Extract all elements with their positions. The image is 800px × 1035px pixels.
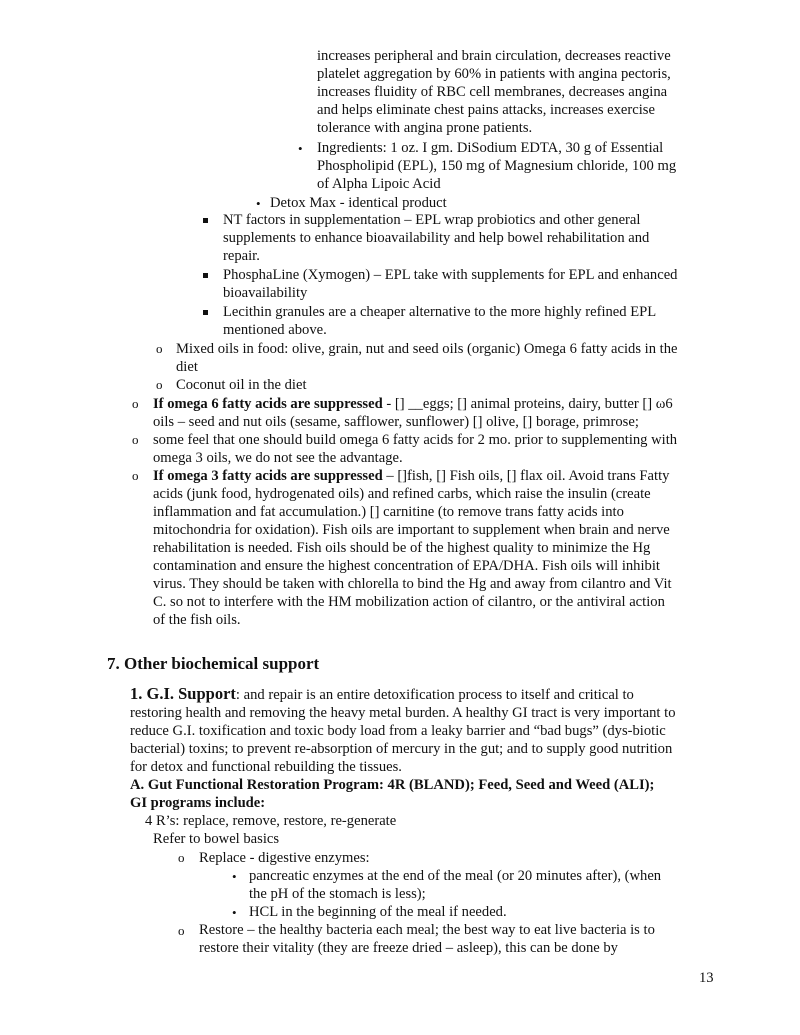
text-line: diet <box>176 359 198 375</box>
square-bullet-icon <box>203 273 208 278</box>
circle-bullet-icon: o <box>178 923 185 938</box>
text-line: and helps eliminate chest pains attacks, increases exercise <box>317 102 655 118</box>
text-line: reduce G.I. toxification and toxic body load from a leaky barrier and “bad bugs” (dys-biotic <box>130 723 666 739</box>
text-line: the pH of the stomach is less); <box>249 886 426 902</box>
text-line: NT factors in supplementation – EPL wrap probiotics and other general <box>223 212 641 228</box>
text-line: mitochondria for oxidation). Fish oils are important to supplement when brain and nerve <box>153 522 670 538</box>
text-line: restoring health and removing the heavy metal burden. A healthy GI tract is very important to <box>130 705 676 721</box>
text-line: repair. <box>223 248 260 264</box>
circle-bullet-icon: o <box>156 341 163 356</box>
text-line: some feel that one should build omega 6 fatty acids for 2 mo. prior to supplementing with <box>153 432 678 448</box>
text-line: of Alpha Lipoic Acid <box>317 176 441 192</box>
text-line: 4 R’s: replace, remove, restore, re-generate <box>145 813 397 829</box>
text-line: Lecithin granules are a cheaper alternative to the more highly refined EPL <box>223 304 657 320</box>
text-line: increases fluidity of RBC cell membranes, decreases angina <box>317 84 668 100</box>
text-line: inflammation and fat accumulation.) [] carnitine (to remove trans fatty acids into <box>153 504 624 520</box>
section-heading: 7. Other biochemical support <box>107 654 320 673</box>
bullet-icon <box>232 904 237 922</box>
text-line: bacterial) toxins; to prevent re-absorption of mercury in the gut; and to supply good nutrition <box>130 741 673 757</box>
square-bullet-icon <box>203 310 208 315</box>
text-line: Phospholipid (EPL), 150 mg of Magnesium chloride, 100 mg <box>317 158 677 174</box>
text-line: oils – seed and nut oils (sesame, safflower, sunflower) [] olive, [] borage, primrose; <box>153 414 639 430</box>
omega3-text: – []fish, [] Fish oils, [] flax oil. Avoid trans Fatty <box>382 468 670 484</box>
text-line: increases peripheral and brain circulation, decreases reactive <box>317 48 671 64</box>
text-line: omega 3 oils, we do not see the advantage. <box>153 450 403 466</box>
subsection-heading: GI programs include: <box>130 795 266 811</box>
text-line: Refer to bowel basics <box>153 831 280 847</box>
text-line: for detox and functional rebuilding the tissues. <box>130 759 402 775</box>
bullet-icon <box>232 868 237 886</box>
circle-bullet-icon: o <box>132 432 139 447</box>
text-line: Coconut oil in the diet <box>176 377 307 393</box>
text-line: Mixed oils in food: olive, grain, nut and seed oils (organic) Omega 6 fatty acids in the <box>176 341 678 357</box>
text-line <box>130 685 634 704</box>
text-line: Ingredients: 1 oz. I gm. DiSodium EDTA, 30 g of Essential <box>317 140 664 156</box>
text-line: acids (junk food, hydrogenated oils) and refined carbs, which raise the insulin (create <box>153 486 651 502</box>
text-line: C. so not to interfere with the HM mobilization action of cilantro, or the antiviral action <box>153 594 665 610</box>
circle-bullet-icon: o <box>156 377 163 392</box>
text-line: platelet aggregation by 60% in patients with angina pectoris, <box>317 66 671 82</box>
text-line <box>153 467 669 485</box>
circle-bullet-icon: o <box>132 396 139 411</box>
omega3-heading: If omega 3 fatty acids are suppressed <box>153 468 383 484</box>
subsection-heading: A. Gut Functional Restoration Program: 4R (BLAND); Feed, Seed and Weed (ALI); <box>130 777 655 793</box>
text-line: bioavailability <box>223 285 308 301</box>
bullet-icon <box>298 140 303 158</box>
circle-bullet-icon: o <box>132 468 139 483</box>
text-line <box>153 395 673 413</box>
gi-support-title: 1. G.I. Support <box>130 684 236 703</box>
text-line: HCL in the beginning of the meal if needed. <box>249 904 507 920</box>
text-line: of the fish oils. <box>153 612 241 628</box>
text-line: Restore – the healthy bacteria each meal; the best way to eat live bacteria is to <box>199 922 655 938</box>
text-line: rehabilitation is needed. Fish oils should be of the highest quality to minimize the Hg <box>153 540 651 556</box>
square-bullet-icon <box>203 218 208 223</box>
text-line: contamination and ensure the highest concentration of EPA/DHA. Fish oils will inhibit <box>153 558 660 574</box>
omega6-text: - [] __eggs; [] animal proteins, dairy, butter [] ω6 <box>382 396 673 412</box>
page-number: 13 <box>699 970 714 986</box>
omega6-heading: If omega 6 fatty acids are suppressed <box>153 396 383 412</box>
text-line: supplements to enhance bioavailability and help bowel rehabilitation and <box>223 230 650 246</box>
text-line: mentioned above. <box>223 322 327 338</box>
gi-support-text: : and repair is an entire detoxification process to itself and critical to <box>235 687 634 703</box>
text-line: tolerance with angina prone patients. <box>317 120 533 136</box>
text-line: Detox Max - identical product <box>270 195 447 211</box>
text-line: Replace - digestive enzymes: <box>199 850 370 866</box>
text-line: virus. They should be taken with chlorella to bind the Hg and away from cilantro and Vit <box>153 576 672 592</box>
text-line: pancreatic enzymes at the end of the meal (or 20 minutes after), (when <box>249 868 662 884</box>
text-line: PhosphaLine (Xymogen) – EPL take with supplements for EPL and enhanced <box>223 267 678 283</box>
circle-bullet-icon: o <box>178 850 185 865</box>
text-line: restore their vitality (they are freeze dried – asleep), this can be done by <box>199 940 618 956</box>
